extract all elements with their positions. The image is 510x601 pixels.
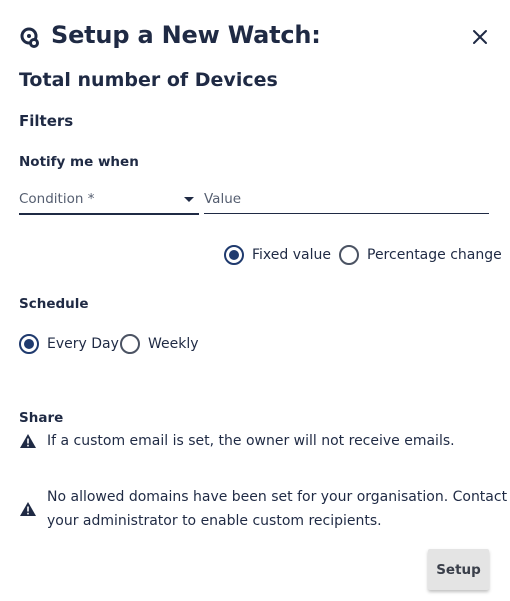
warning-icon [20,434,36,448]
radio-weekly-button[interactable] [120,334,140,354]
radio-percentage-change-label: Percentage change [367,247,502,263]
close-icon[interactable] [470,27,490,47]
warning-no-domains-line2: your administrator to enable custom recipients. [47,513,382,529]
warning-no-domains-line1: No allowed domains have been set for your organisation. Contact [47,489,508,505]
notify-label: Notify me when [19,154,139,170]
dialog-title: Setup a New Watch: [51,21,321,49]
value-input[interactable] [204,187,489,214]
radio-every-day-label: Every Day [47,336,119,352]
radio-fixed-value[interactable] [224,245,331,265]
watch-subject-title: Total number of Devices [19,69,278,91]
warning-custom-email: If a custom email is set, the owner will not receive emails. [47,433,455,449]
radio-every-day-button[interactable] [19,334,39,354]
setup-button[interactable]: Setup [428,549,489,590]
chevron-down-icon [184,197,194,202]
radio-weekly-label: Weekly [148,336,199,352]
share-label: Share [19,410,64,426]
watch-icon [19,27,41,49]
warning-icon [20,502,36,516]
condition-select[interactable] [19,187,199,215]
radio-percentage-change[interactable] [339,245,502,265]
radio-fixed-value-button[interactable] [224,245,244,265]
radio-fixed-value-label: Fixed value [252,247,331,263]
condition-placeholder: Condition * [19,191,95,207]
schedule-label: Schedule [19,296,89,312]
radio-every-day[interactable] [19,334,119,354]
radio-percentage-change-button[interactable] [339,245,359,265]
radio-weekly[interactable] [120,334,199,354]
value-placeholder: Value [204,191,242,207]
filters-heading: Filters [19,112,74,130]
